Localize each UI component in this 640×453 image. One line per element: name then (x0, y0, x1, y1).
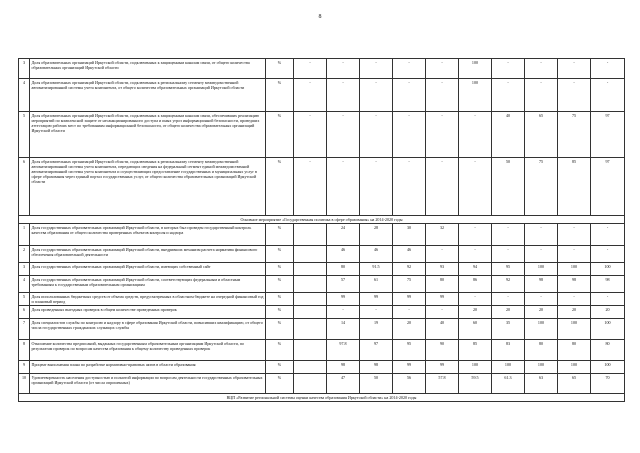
value-cell: 99 (426, 361, 459, 374)
value-cell: 46 (327, 246, 360, 263)
value-cell: 20 (459, 306, 492, 319)
value-cell: 86 (459, 276, 492, 293)
value-cell: 75 (558, 112, 591, 158)
value-cell: - (426, 59, 459, 79)
unit-cell: % (266, 306, 294, 319)
row-number: 6 (19, 306, 30, 319)
value-cell: - (492, 246, 525, 263)
value-cell: 92 (492, 276, 525, 293)
value-cell: 80 (591, 340, 625, 361)
value-cell: 30 (393, 224, 426, 246)
value-cell: - (294, 112, 327, 158)
section-row (19, 216, 625, 224)
value-cell: - (327, 59, 360, 79)
table-row (19, 158, 625, 216)
table-row (19, 79, 625, 112)
row-number: 4 (19, 276, 30, 293)
value-cell: 100 (459, 79, 492, 112)
indicators-table (18, 58, 625, 402)
section-title: ВЦП «Развитие региональной системы оценки качества образования Иркутской области» на 2014-2020 годы (19, 394, 625, 402)
value-cell: 47 (327, 374, 360, 394)
value-cell: - (426, 79, 459, 112)
value-cell: - (558, 293, 591, 306)
value-cell: - (525, 59, 558, 79)
value-cell: 28 (360, 224, 393, 246)
value-cell: 98 (360, 361, 393, 374)
unit-cell: % (266, 112, 294, 158)
value-cell: - (459, 293, 492, 306)
table-row (19, 246, 625, 263)
section-row (19, 394, 625, 402)
value-cell: - (591, 246, 625, 263)
value-cell: 97 (591, 112, 625, 158)
value-cell (294, 246, 327, 263)
unit-cell: % (266, 224, 294, 246)
value-cell: 100 (525, 263, 558, 276)
table-row (19, 276, 625, 293)
table-row (19, 374, 625, 394)
value-cell: - (393, 59, 426, 79)
value-cell: 20 (393, 319, 426, 340)
row-number: 7 (19, 319, 30, 340)
unit-cell: % (266, 263, 294, 276)
table-row (19, 340, 625, 361)
value-cell: 100 (525, 361, 558, 374)
value-cell: 75 (393, 276, 426, 293)
table-row (19, 224, 625, 246)
value-cell: 57 (327, 276, 360, 293)
value-cell: - (393, 112, 426, 158)
value-cell: 56 (393, 374, 426, 394)
row-number: 4 (19, 79, 30, 112)
value-cell: - (558, 79, 591, 112)
value-cell: 65 (525, 112, 558, 158)
value-cell: 98 (591, 276, 625, 293)
value-cell: 92 (393, 263, 426, 276)
value-cell: 99 (426, 293, 459, 306)
value-cell: - (459, 112, 492, 158)
value-cell: 99 (393, 361, 426, 374)
value-cell: - (360, 306, 393, 319)
value-cell (294, 276, 327, 293)
value-cell: - (294, 158, 327, 216)
value-cell: 100 (459, 59, 492, 79)
row-number: 1 (19, 224, 30, 246)
value-cell: - (426, 112, 459, 158)
value-cell: 100 (591, 319, 625, 340)
value-cell: 32 (426, 224, 459, 246)
value-cell: - (393, 158, 426, 216)
row-number: 9 (19, 361, 30, 374)
table-row (19, 361, 625, 374)
value-cell: - (525, 224, 558, 246)
value-cell (294, 263, 327, 276)
value-cell: - (294, 59, 327, 79)
value-cell: 90 (426, 340, 459, 361)
table-row (19, 293, 625, 306)
table-row (19, 306, 625, 319)
value-cell: - (525, 246, 558, 263)
value-cell: 98 (558, 276, 591, 293)
value-cell (294, 374, 327, 394)
value-cell: - (492, 224, 525, 246)
value-cell: 20 (525, 306, 558, 319)
value-cell: - (492, 59, 525, 79)
table-row (19, 59, 625, 79)
indicator-description: Доля специалистов службы по контролю и надзору в сфере образования Иркутской области, повысивших квалификацию, от общего числа государственных гражданских служащих службы (30, 319, 266, 340)
value-cell: - (327, 306, 360, 319)
value-cell: 95 (492, 263, 525, 276)
value-cell: 19 (360, 319, 393, 340)
row-number: 8 (19, 340, 30, 361)
value-cell: 60 (459, 319, 492, 340)
value-cell (294, 340, 327, 361)
indicator-description: Удовлетворенность населения доступностью и полнотой информации по вопросам деятельности государственных образовательных организаций Иркутской области (от числа опрошенных) (30, 374, 266, 394)
indicator-description: Доля образовательных организаций Иркутской области, подключенных к региональному сегменту межведомственной автоматизированной системы учета контингента, передающих сведения на федеральный сегмент единой межведомственной автоматизированной системы учета контингента и осуществляющих предоставление государственных и муниципальных услуг в сфере образования через единый портал государственных услуг, от общего количества образовательных организаций Иркутской области (30, 158, 266, 216)
value-cell: 93 (426, 263, 459, 276)
value-cell: - (459, 246, 492, 263)
indicator-description: Доля государственных образовательных организаций Иркутской области, внедривших механизм расчета норматива финансового обеспечения образовательной деятельности (30, 246, 266, 263)
value-cell (294, 361, 327, 374)
value-cell: 46 (360, 246, 393, 263)
value-cell: 100 (525, 319, 558, 340)
value-cell (294, 319, 327, 340)
unit-cell: % (266, 59, 294, 79)
value-cell: 75 (525, 158, 558, 216)
value-cell: 20 (591, 306, 625, 319)
value-cell: 40 (492, 112, 525, 158)
row-number: 10 (19, 374, 30, 394)
value-cell: - (327, 112, 360, 158)
value-cell: - (294, 79, 327, 112)
row-number: 5 (19, 112, 30, 158)
value-cell: 57.8 (426, 374, 459, 394)
value-cell: 100 (558, 319, 591, 340)
value-cell: 80 (558, 340, 591, 361)
value-cell: 100 (558, 263, 591, 276)
table-row (19, 319, 625, 340)
table-row (19, 263, 625, 276)
indicator-description: Доля использованных бюджетных средств от объема средств, предусмотренных в областном бюджете на очередной финансовый год и плановый период (31, 293, 264, 304)
value-cell (294, 306, 327, 319)
value-cell: 40 (426, 319, 459, 340)
value-cell: - (558, 224, 591, 246)
value-cell: - (327, 158, 360, 216)
value-cell: 97 (591, 158, 625, 216)
value-cell: - (360, 112, 393, 158)
value-cell: 50 (492, 158, 525, 216)
value-cell: - (459, 224, 492, 246)
unit-cell: % (266, 293, 294, 306)
value-cell: 98 (525, 276, 558, 293)
value-cell: - (360, 59, 393, 79)
indicator-description: Процент выполнения плана по разработке нормативно-правовых актов в области образования (30, 361, 266, 374)
row-number: 5 (19, 293, 30, 306)
value-cell: 80 (327, 263, 360, 276)
value-cell: - (525, 79, 558, 112)
value-cell: - (426, 246, 459, 263)
indicator-description: Доля образовательных организаций Иркутской области, подключенных к региональному сегменту межведомственной автоматизированной системы учета контингента, от общего количества образовательных организаций Иркутской области (30, 79, 266, 112)
indicator-description: Доля образовательных организаций Иркутской области, подключенных к защищенным каналам связи, от общего количества образовательных организаций Иркутской области (30, 59, 266, 79)
indicator-description: Отношение количества предписаний, выданных государственным образовательным организациям Иркутской области, по результатам проверок по вопросам качества образования к общему количеству проведенных проверок (30, 340, 266, 361)
value-cell: 80 (525, 340, 558, 361)
value-cell: - (426, 158, 459, 216)
value-cell: 20 (492, 306, 525, 319)
value-cell: 61.3 (492, 374, 525, 394)
value-cell: - (492, 79, 525, 112)
value-cell: 46 (393, 246, 426, 263)
value-cell: - (360, 158, 393, 216)
row-number: 3 (19, 59, 30, 79)
value-cell: 14 (327, 319, 360, 340)
table-row (19, 112, 625, 158)
value-cell: 91.5 (360, 263, 393, 276)
page-number: 8 (318, 14, 322, 20)
unit-cell: % (266, 340, 294, 361)
value-cell: 100 (591, 263, 625, 276)
value-cell: - (360, 79, 393, 112)
value-cell (294, 224, 327, 246)
unit-cell: % (266, 361, 294, 374)
unit-cell: % (266, 79, 294, 112)
value-cell: 20 (558, 306, 591, 319)
value-cell: 65 (558, 374, 591, 394)
value-cell: - (591, 224, 625, 246)
value-cell: 24 (327, 224, 360, 246)
value-cell: 99 (360, 293, 393, 306)
value-cell: 100 (459, 361, 492, 374)
unit-cell: % (266, 276, 294, 293)
indicator-description: Доля образовательных организаций Иркутской области, подключенных к защищенным каналам связи, обеспечивших реализацию мероприятий по комплексной защите от несанкционированного доступа и иных угроз информационной безопасности, проведших аттестацию рабочих мест по требованиям информационной безопасности, от общего количества образовательных организаций Иркутской области (30, 112, 266, 158)
value-cell: 95 (393, 340, 426, 361)
value-cell: - (393, 79, 426, 112)
value-cell: 99 (327, 293, 360, 306)
value-cell: 85 (558, 158, 591, 216)
unit-cell: % (266, 158, 294, 216)
section-title: Основное мероприятие «Государственная политика в сфере образования» на 2014-2020 годы (19, 216, 625, 224)
value-cell: 59.5 (459, 374, 492, 394)
value-cell: 97 (360, 340, 393, 361)
value-cell: 80 (426, 276, 459, 293)
value-cell: 83 (492, 340, 525, 361)
indicator-description: Доля государственных образовательных организаций Иркутской области, в которых был проведен государственный контроль качества образования от общего количества проверенных объектов контроля и надзора (30, 224, 266, 246)
value-cell: 35 (492, 319, 525, 340)
unit-cell: % (266, 319, 294, 340)
value-cell: 100 (591, 361, 625, 374)
value-cell: - (591, 293, 625, 306)
value-cell: - (393, 306, 426, 319)
indicator-description: Доля государственных образовательных организаций Иркутской области, соответствующих федеральным и областным требованиям к государственным образовательным организациям (30, 276, 266, 293)
value-cell: - (558, 59, 591, 79)
value-cell: 70 (591, 374, 625, 394)
value-cell: 85 (459, 340, 492, 361)
value-cell: - (591, 59, 625, 79)
value-cell (294, 293, 327, 306)
value-cell: 100 (558, 361, 591, 374)
indicator-description: Доля проведенных выездных проверок в общем количестве проведенных проверок (30, 306, 266, 319)
value-cell: - (492, 293, 525, 306)
unit-cell: % (266, 246, 294, 263)
unit-cell: % (266, 374, 294, 394)
indicator-description: Доля государственных образовательных организаций Иркутской области, имеющих собственный сайт (30, 263, 266, 276)
value-cell: 94 (459, 263, 492, 276)
value-cell: 50 (360, 374, 393, 394)
row-number: 6 (19, 158, 30, 216)
value-cell: 99 (393, 293, 426, 306)
row-number: 3 (19, 263, 30, 276)
value-cell: - (591, 79, 625, 112)
value-cell: - (426, 306, 459, 319)
value-cell: 98 (327, 361, 360, 374)
value-cell: 61 (360, 276, 393, 293)
value-cell: 63 (525, 374, 558, 394)
value-cell: - (327, 79, 360, 112)
value-cell: 97.8 (327, 340, 360, 361)
value-cell: - (558, 246, 591, 263)
row-number: 2 (19, 246, 30, 263)
value-cell: - (459, 158, 492, 216)
value-cell: 100 (492, 361, 525, 374)
value-cell: - (525, 293, 558, 306)
